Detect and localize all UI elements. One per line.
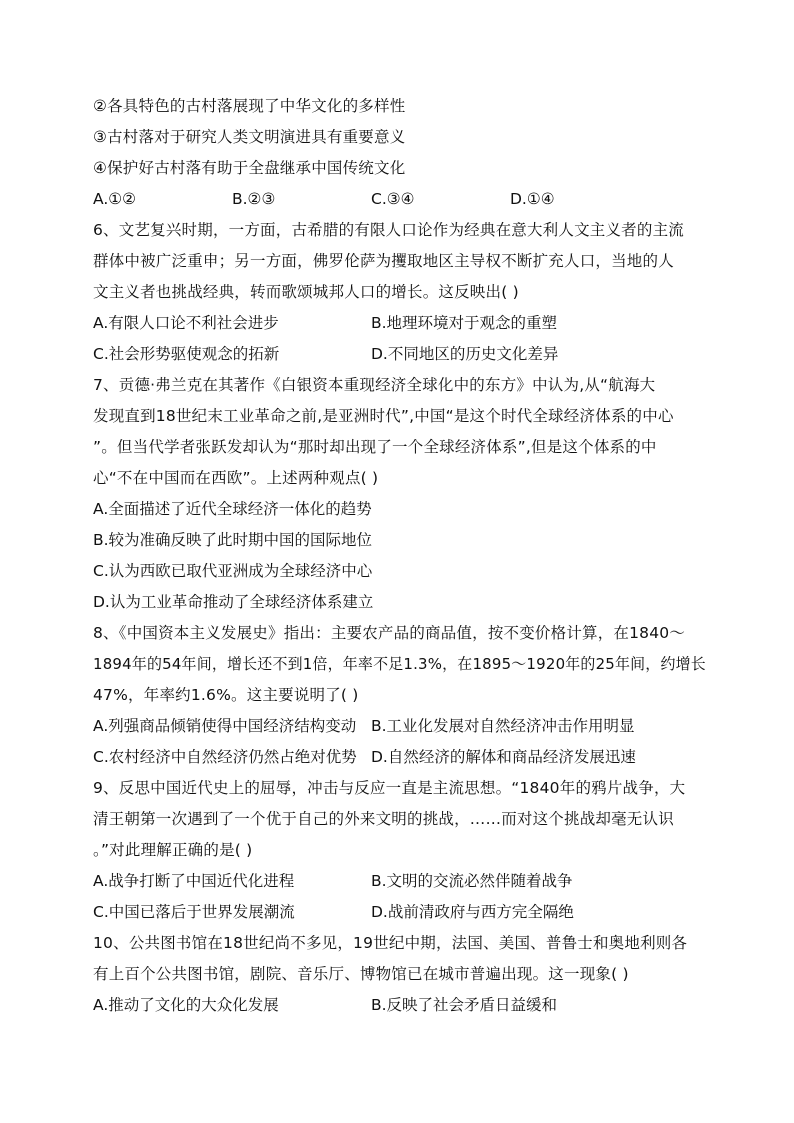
q9-option-a: A.战争打断了中国近代化进程: [93, 872, 295, 890]
q6-option-b: B.地理环境对于观念的重塑: [371, 314, 558, 332]
q7-stem-line-2: 发现直到18世纪末工业革命之前,是亚洲时代”,中国“是这个时代全球经济体系的中心: [93, 407, 674, 425]
q9-option-b: B.文明的交流必然伴随着战争: [371, 872, 573, 890]
q9-stem-line-3: 。”对此理解正确的是( ): [93, 841, 253, 859]
q8-stem-line-3: 47%，年率约1.6%。这主要说明了( ): [93, 686, 359, 704]
q10-option-a: A.推动了文化的大众化发展: [93, 996, 279, 1014]
q7-stem-line-1: 7、贡德·弗兰克在其著作《白银资本重现经济全球化中的东方》中认为,从“航海大: [93, 376, 656, 394]
q6-option-d: D.不同地区的历史文化差异: [371, 345, 559, 363]
q8-option-a: A.列强商品倾销使得中国经济结构变动: [93, 717, 357, 735]
q9-stem-line-1: 9、反思中国近代史上的屈辱，冲击与反应一直是主流思想。“1840年的鸦片战争，大: [93, 779, 686, 797]
q6-stem-line-3: 文主义者也挑战经典，转而歌颂城邦人口的增长。这反映出( ): [93, 283, 519, 301]
q7-option-b: B.较为准确反映了此时期中国的国际地位: [93, 531, 373, 549]
q5-option-d: D.①④: [510, 190, 555, 208]
q8-option-b: B.工业化发展对自然经济冲击作用明显: [371, 717, 635, 735]
q8-option-d: D.自然经济的解体和商品经济发展迅速: [371, 748, 636, 766]
q5-statement-4: ④保护好古村落有助于全盘继承中国传统文化: [93, 159, 406, 177]
q7-stem-line-3: ”。但当代学者张跃发却认为“那时却出现了一个全球经济体系”,但是这个体系的中: [93, 438, 657, 456]
q5-statement-2: ②各具特色的古村落展现了中华文化的多样性: [93, 97, 406, 115]
q5-option-c: C.③④: [371, 190, 415, 208]
q9-option-d: D.战前清政府与西方完全隔绝: [371, 903, 574, 921]
q7-stem-line-4: 心“不在中国而在西欧”。上述两种观点( ): [93, 469, 379, 487]
q5-statement-3: ③古村落对于研究人类文明演进具有重要意义: [93, 128, 406, 146]
q9-option-c: C.中国已落后于世界发展潮流: [93, 903, 295, 921]
q8-option-c: C.农村经济中自然经济仍然占绝对优势: [93, 748, 357, 766]
q6-stem-line-1: 6、文艺复兴时期，一方面，古希腊的有限人口论作为经典在意大利人文主义者的主流: [93, 221, 684, 239]
q6-option-a: A.有限人口论不利社会进步: [93, 314, 279, 332]
q7-option-d: D.认为工业革命推动了全球经济体系建立: [93, 593, 374, 611]
q9-stem-line-2: 清王朝第一次遇到了一个优于自己的外来文明的挑战，……而对这个挑战却毫无认识: [93, 810, 674, 828]
q6-option-c: C.社会形势驱使观念的拓新: [93, 345, 280, 363]
q10-stem-line-1: 10、公共图书馆在18世纪尚不多见，19世纪中期，法国、美国、普鲁士和奥地利则各: [93, 934, 688, 952]
q7-option-a: A.全面描述了近代全球经济一体化的趋势: [93, 500, 372, 518]
q10-option-b: B.反映了社会矛盾日益缓和: [371, 996, 558, 1014]
q5-option-a: A.①②: [93, 190, 137, 208]
q6-stem-line-2: 群体中被广泛重申；另一方面，佛罗伦萨为攫取地区主导权不断扩充人口，当地的人: [93, 252, 674, 270]
q5-option-b: B.②③: [232, 190, 276, 208]
q8-stem-line-1: 8、《中国资本主义发展史》指出：主要农产品的商品值，按不变价格计算，在1840～: [93, 624, 686, 642]
q7-option-c: C.认为西欧已取代亚洲成为全球经济中心: [93, 562, 373, 580]
q10-stem-line-2: 有上百个公共图书馆，剧院、音乐厅、博物馆已在城市普遍出现。这一现象( ): [93, 965, 629, 983]
q8-stem-line-2: 1894年的54年间，增长还不到1倍，年率不足1.3%，在1895～1920年的25年间，约增长: [93, 655, 706, 673]
